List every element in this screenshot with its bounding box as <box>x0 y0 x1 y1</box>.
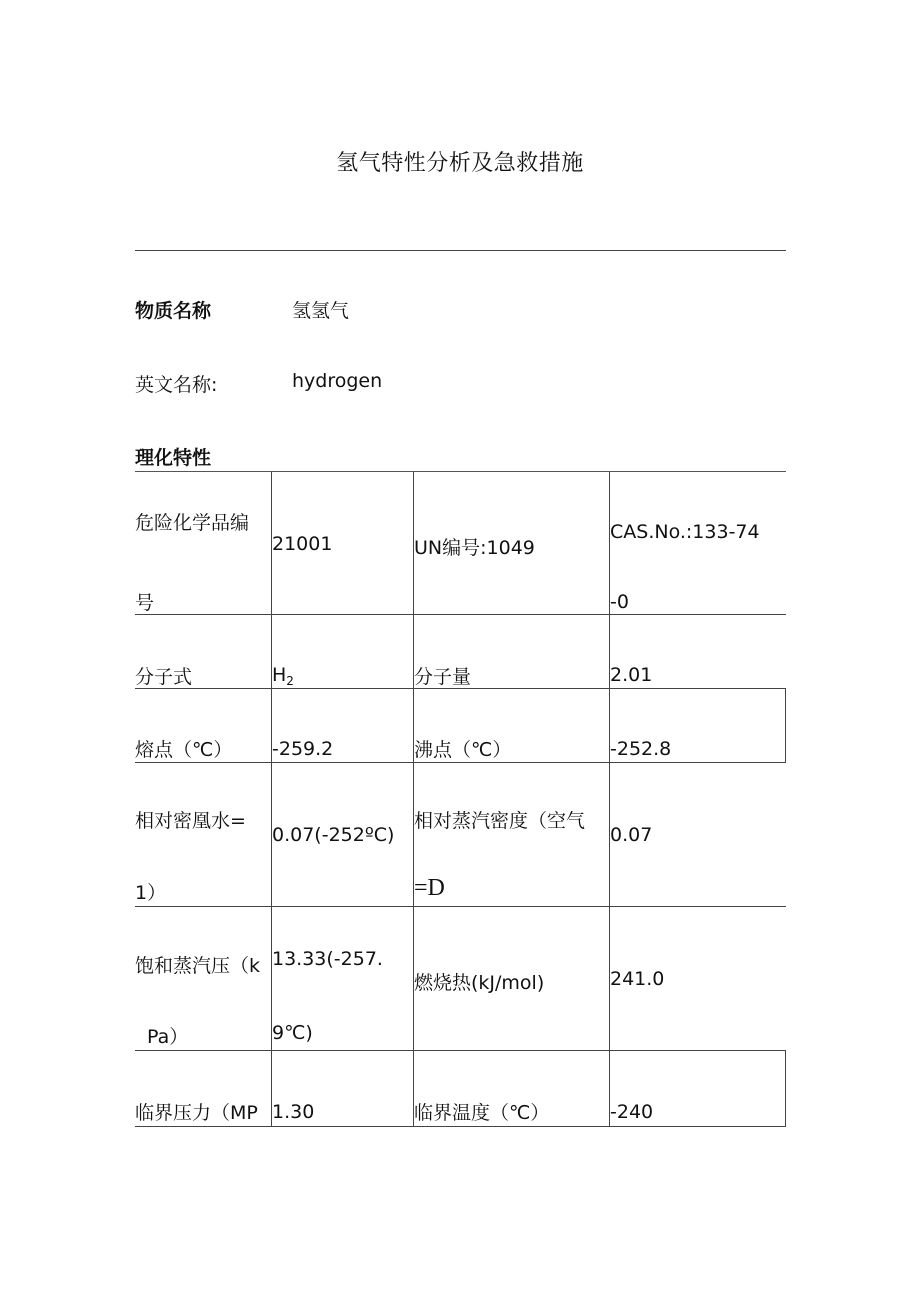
table-column-line <box>785 1050 786 1126</box>
table-cell-label: 熔点（℃） <box>135 739 233 761</box>
table-cell-label: =D <box>414 875 445 901</box>
table-row-line <box>135 1126 786 1127</box>
table-cell-value: 1.30 <box>272 1101 315 1123</box>
table-cell-value: 9℃) <box>272 1022 313 1044</box>
section-title: 理化特性 <box>135 447 212 469</box>
table-cell-value: 241.0 <box>610 968 665 990</box>
table-cell-value: 0.07(-252ºC) <box>272 824 395 846</box>
table-cell-label: UN编号:1049 <box>414 537 535 559</box>
table-cell-label: 号 <box>135 592 155 614</box>
table-row-line <box>135 906 786 907</box>
section-divider <box>135 471 786 472</box>
table-cell-label: Pa） <box>147 1026 189 1048</box>
table-cell-value: -240 <box>610 1101 654 1123</box>
table-column-line <box>413 472 414 1126</box>
table-cell-value: 13.33(-257. <box>272 948 383 970</box>
table-row-line <box>135 1050 786 1051</box>
table-cell-value: -0 <box>610 591 629 613</box>
table-cell-label: 燃烧热(kJ/mol) <box>414 972 545 994</box>
table-cell-label: 危险化学品编 <box>135 512 250 534</box>
substance-name-value: 氢氢气 <box>292 300 350 322</box>
table-row-line <box>135 614 786 615</box>
table-cell-value: CAS.No.:133-74 <box>610 521 760 543</box>
formula-symbol: H <box>272 664 287 686</box>
table-cell-label: 相对蒸汽密度（空气 <box>414 810 586 832</box>
table-cell-label: 相对密凰水= <box>135 810 246 832</box>
english-name-label: 英文名称: <box>135 374 218 396</box>
table-cell-value: 0.07 <box>610 824 653 846</box>
table-cell-label: 分子量 <box>414 666 472 688</box>
table-cell-label: 饱和蒸汽压（k <box>135 955 261 977</box>
table-column-line <box>609 472 610 1126</box>
table-cell-value: 2.01 <box>610 664 653 686</box>
table-cell-value <box>272 664 294 688</box>
table-cell-label: 1） <box>135 882 167 904</box>
table-cell-label: 临界压力（MP <box>135 1102 258 1124</box>
table-cell-value: -259.2 <box>272 738 334 760</box>
formula-subscript: 2 <box>286 674 294 688</box>
document-title: 氢气特性分析及急救措施 <box>336 151 584 176</box>
english-name-value: hydrogen <box>292 370 383 392</box>
table-cell-value: -252.8 <box>610 738 672 760</box>
table-cell-label: 分子式 <box>135 666 193 688</box>
table-column-line <box>785 688 786 762</box>
table-row-line <box>135 762 786 763</box>
table-cell-label: 临界温度（℃） <box>414 1102 550 1124</box>
substance-name-label: 物质名称 <box>135 300 212 322</box>
title-divider <box>135 250 786 251</box>
table-cell-label: 沸点（℃） <box>414 739 512 761</box>
table-cell-value: 21001 <box>272 533 333 555</box>
